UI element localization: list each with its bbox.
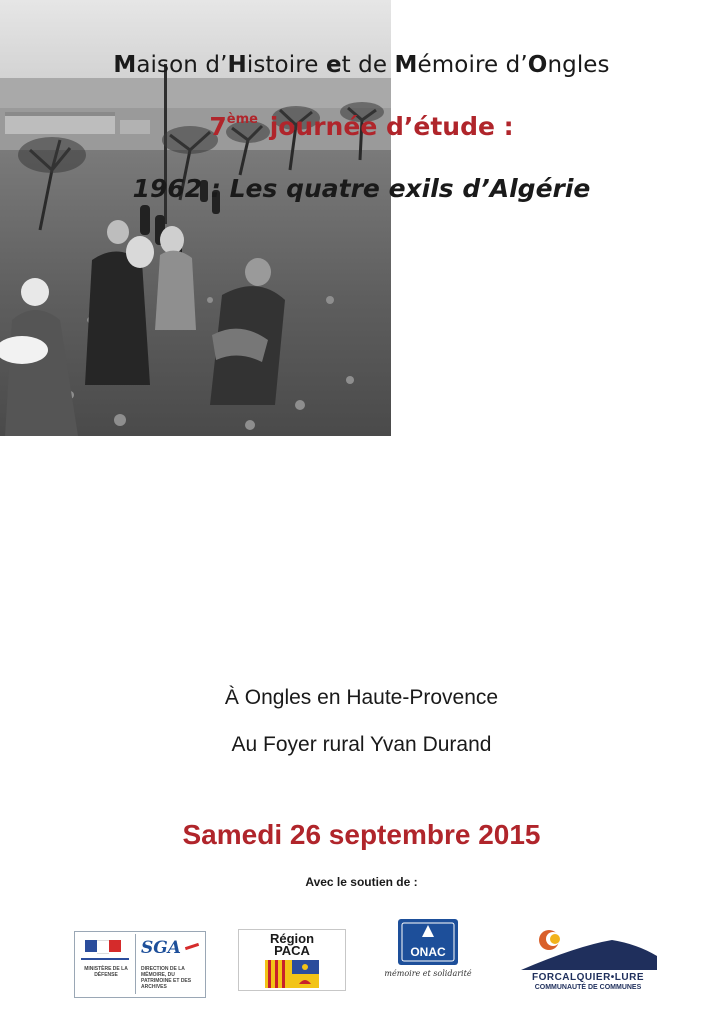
- forcalquier-subtitle: COMMUNAUTÉ DE COMMUNES: [534, 984, 642, 991]
- study-number: 7: [209, 112, 227, 141]
- org-title-part: Ongles: [527, 52, 610, 78]
- flag-blue-stripe: [85, 940, 97, 952]
- sga-swoosh-icon: [185, 943, 199, 950]
- region-paca-logo: [238, 929, 346, 991]
- org-title-part: Maison d’: [113, 52, 228, 78]
- onac-motto: mémoire et solidarité: [384, 969, 472, 978]
- region-line2: PACA: [274, 943, 310, 958]
- sponsors-intro: Avec le soutien de :: [305, 875, 418, 889]
- sga-logo: [74, 931, 206, 998]
- flag-white-stripe: [97, 940, 109, 954]
- sga-acronym: SGA: [141, 938, 181, 958]
- org-title-part: Mémoire d’: [394, 52, 528, 78]
- region-line1: Région: [269, 931, 315, 946]
- onac-logo: [376, 919, 480, 981]
- flag-red-stripe: [109, 940, 121, 952]
- onac-name: ONAC: [410, 945, 446, 959]
- subject-title: 1962 : Les quatre exils d’Algérie: [132, 174, 591, 203]
- ministry-label: MINISTÈRE DE LA DÉFENSE: [84, 966, 128, 978]
- study-day-heading: [0, 112, 723, 141]
- org-title-part: et de: [325, 52, 395, 78]
- organization-title: [0, 52, 723, 78]
- event-venue: Au Foyer rural Yvan Durand: [231, 733, 492, 756]
- forcalquier-lure-logo: [517, 926, 659, 996]
- study-label: journée d’étude :: [269, 112, 514, 141]
- event-location: À Ongles en Haute-Provence: [224, 686, 499, 709]
- forcalquier-name: FORCALQUIER•LURE: [531, 972, 645, 983]
- region-coat-of-arms-icon: [265, 960, 319, 988]
- org-title-part: Histoire: [227, 52, 326, 78]
- event-date: Samedi 26 septembre 2015: [182, 819, 541, 850]
- study-superscript: ème: [226, 112, 258, 127]
- forcalquier-mountain-icon: [517, 926, 659, 972]
- directorate-label: DIRECTION DE LA MÉMOIRE, DU PATRIMOINE ET DES ARCHIVES: [141, 966, 192, 990]
